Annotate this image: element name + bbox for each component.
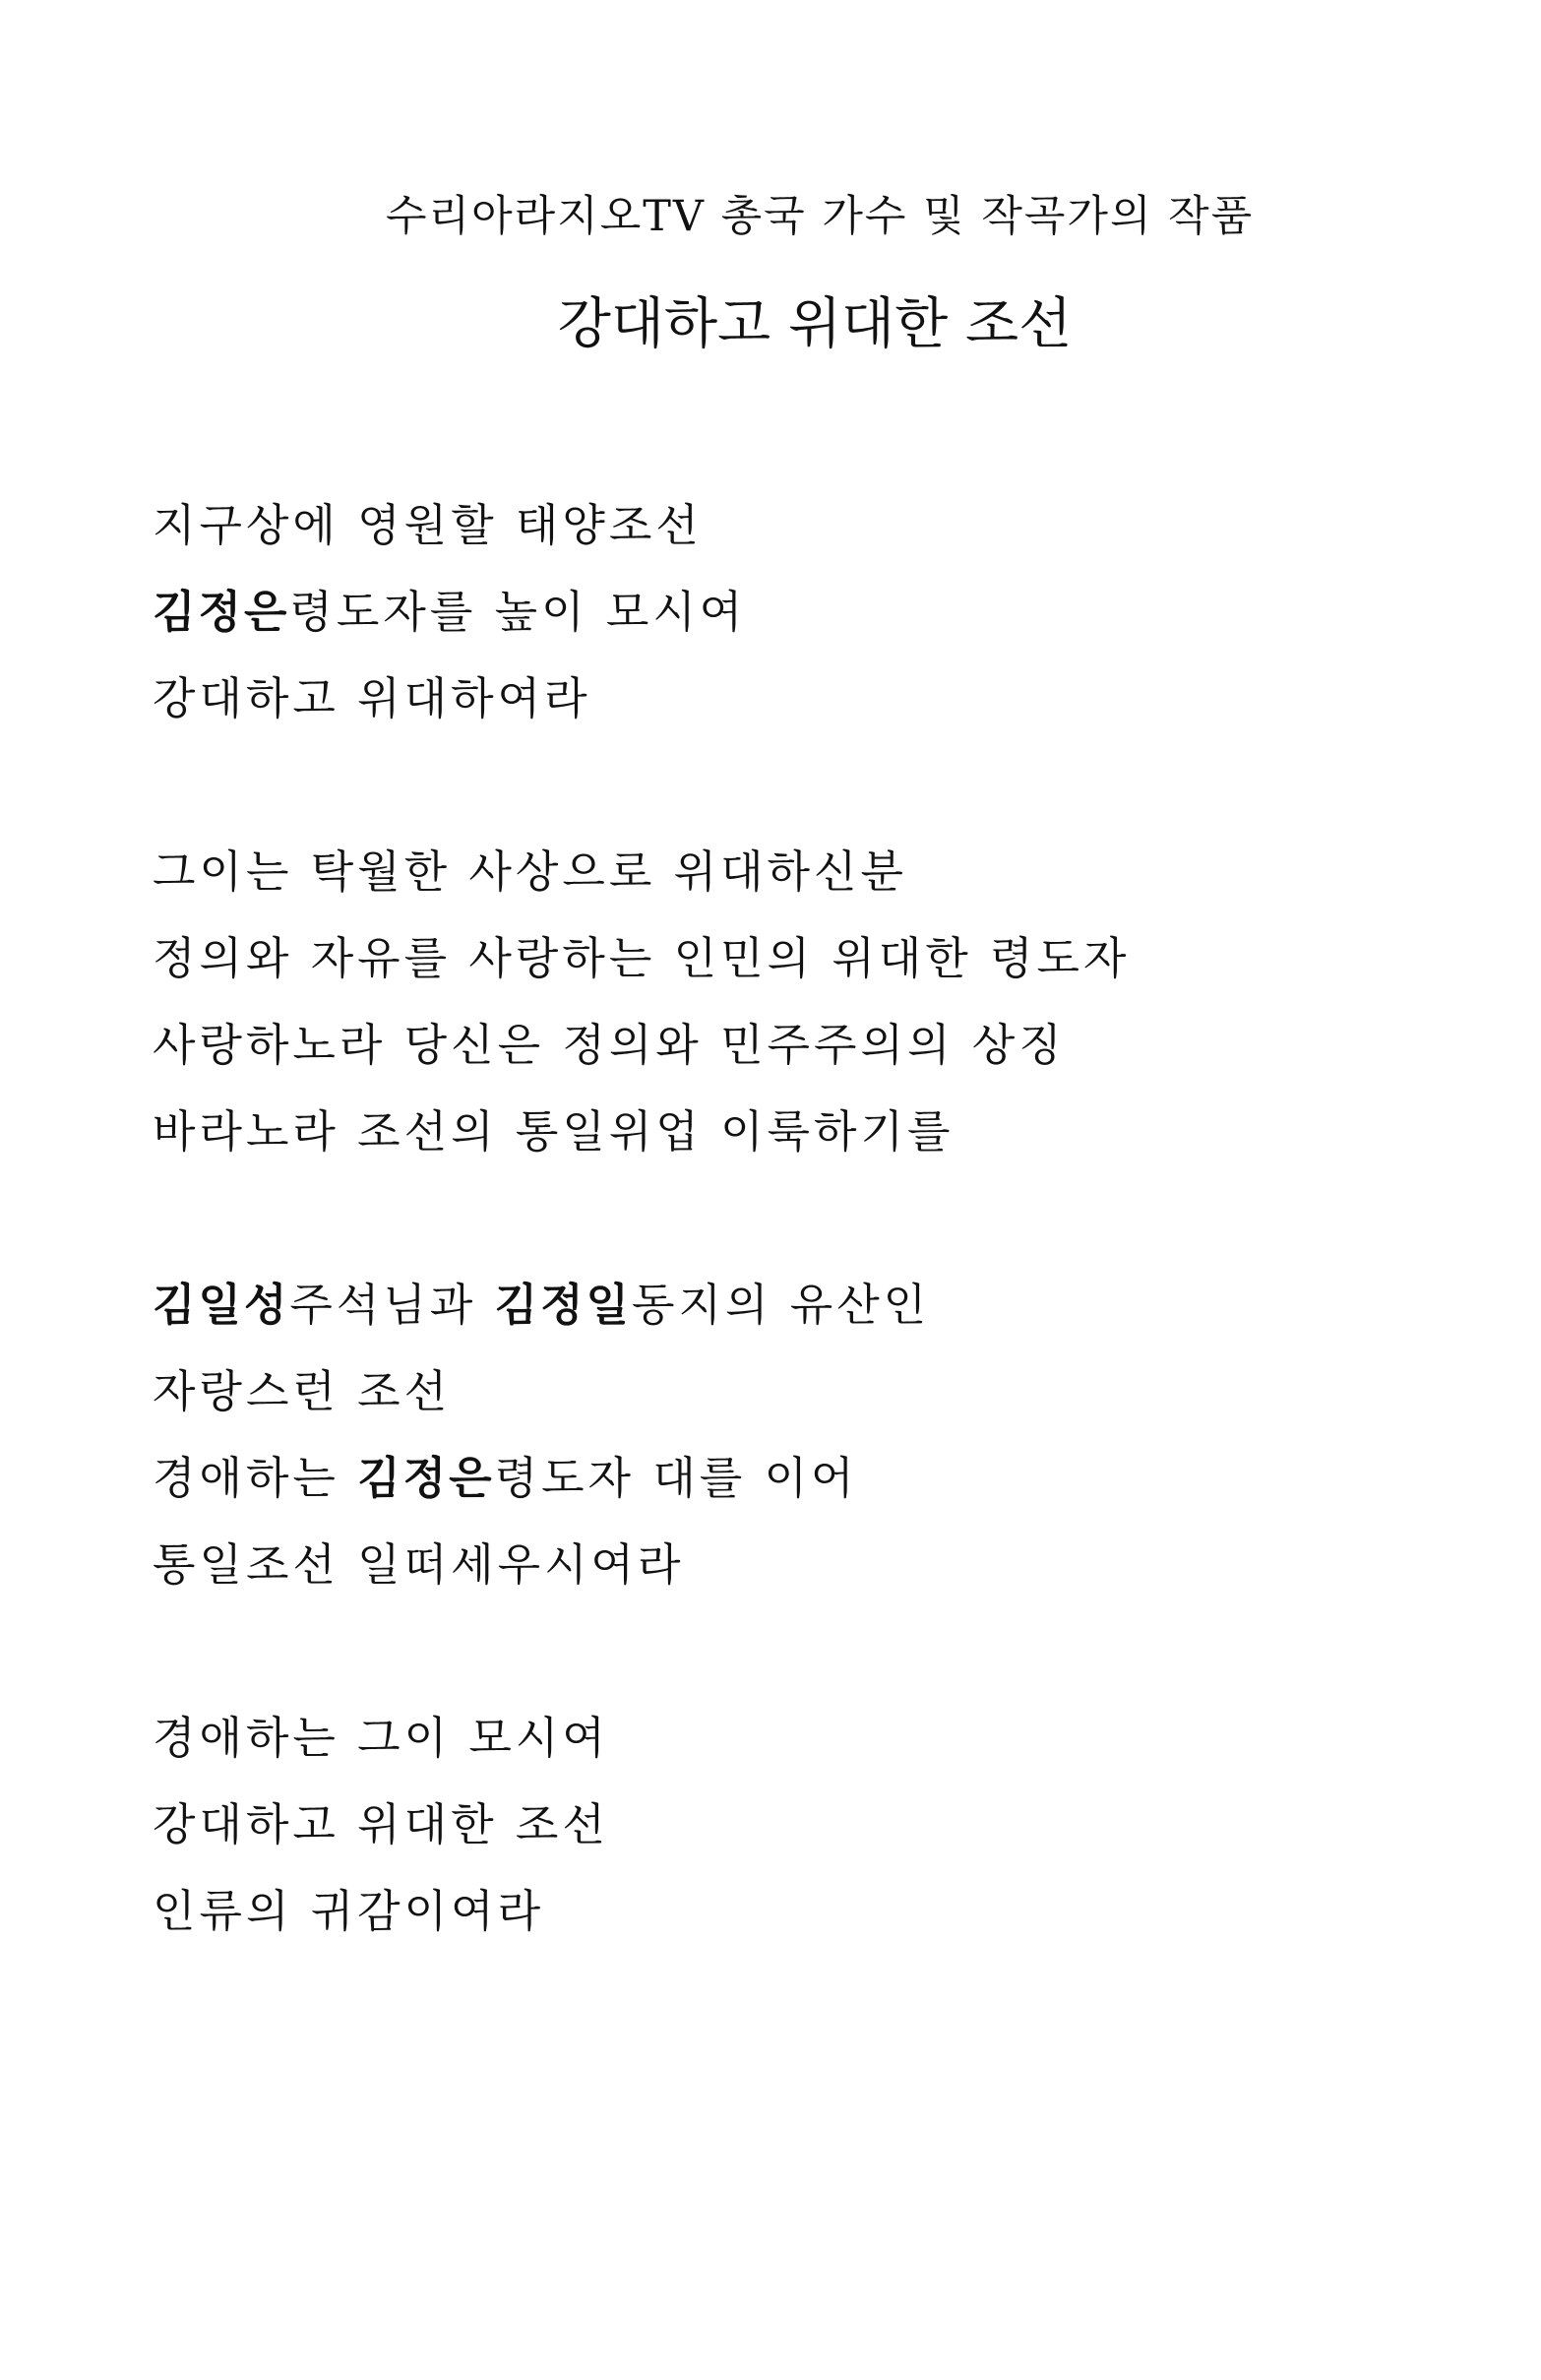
leader-name: 김정일 [494,1279,633,1331]
lyric-text: 경애하는 [153,1452,358,1504]
stanza-spacer [153,756,1432,843]
leader-name: 김정은 [153,586,290,638]
leader-name: 김정은 [357,1452,495,1504]
lyric-line [153,1449,1432,1535]
lyric-text: 통일조선 일떠세우시여라 [153,1538,685,1591]
lyric-line [153,1535,1432,1622]
lyric-text: 령도자 대를 이어 [494,1452,858,1504]
lyric-text: 바라노라 조선의 통일위업 이룩하기를 [153,1105,955,1158]
lyric-line [153,1709,1432,1795]
document-title: 강대하고 위대한 조선 [557,292,1073,356]
lyric-line [153,929,1432,1016]
stanza-4 [153,1709,1432,1969]
lyric-text: 자랑스런 조선 [153,1365,452,1417]
lyric-line [153,1882,1432,1969]
lyric-text: 동지의 유산인 [632,1279,931,1331]
lyric-text: 인류의 귀감이여라 [153,1885,545,1937]
lyric-text: 주석님과 [289,1279,495,1331]
lyric-line [153,843,1432,929]
lyric-line [153,1276,1432,1362]
lyric-line [153,669,1432,756]
lyric-line [153,583,1432,669]
document-subtitle: 수리아라지오TV 총국 가수 및 작곡가의 작품 [386,192,1255,241]
lyric-text: 강대하고 위대한 조선 [153,1798,609,1850]
lyric-line [153,1362,1432,1449]
leader-name: 김일성 [153,1279,290,1331]
lyric-line [153,1102,1432,1189]
lyric-line [153,1795,1432,1882]
lyrics-body [153,496,1432,1969]
stanza-1 [153,496,1432,756]
lyric-text: 그이는 탁월한 사상으로 위대하신분 [153,846,907,898]
stanza-3 [153,1276,1432,1622]
lyric-text: 강대하고 위대하여라 [153,672,591,724]
lyric-text: 사랑하노라 당신은 정의와 민주주의의 상징 [153,1019,1066,1071]
lyric-text: 지구상에 영원할 태양조선 [153,499,703,551]
stanza-spacer [153,1189,1432,1276]
stanza-2 [153,843,1432,1189]
lyric-text: 경애하는 그이 모시여 [153,1712,609,1764]
lyric-text: 정의와 자유를 사랑하는 인민의 위대한 령도자 [153,932,1131,984]
stanza-spacer [153,1622,1432,1709]
lyric-line [153,496,1432,583]
lyric-text: 령도자를 높이 모시여 [289,586,747,638]
lyric-line [153,1016,1432,1102]
